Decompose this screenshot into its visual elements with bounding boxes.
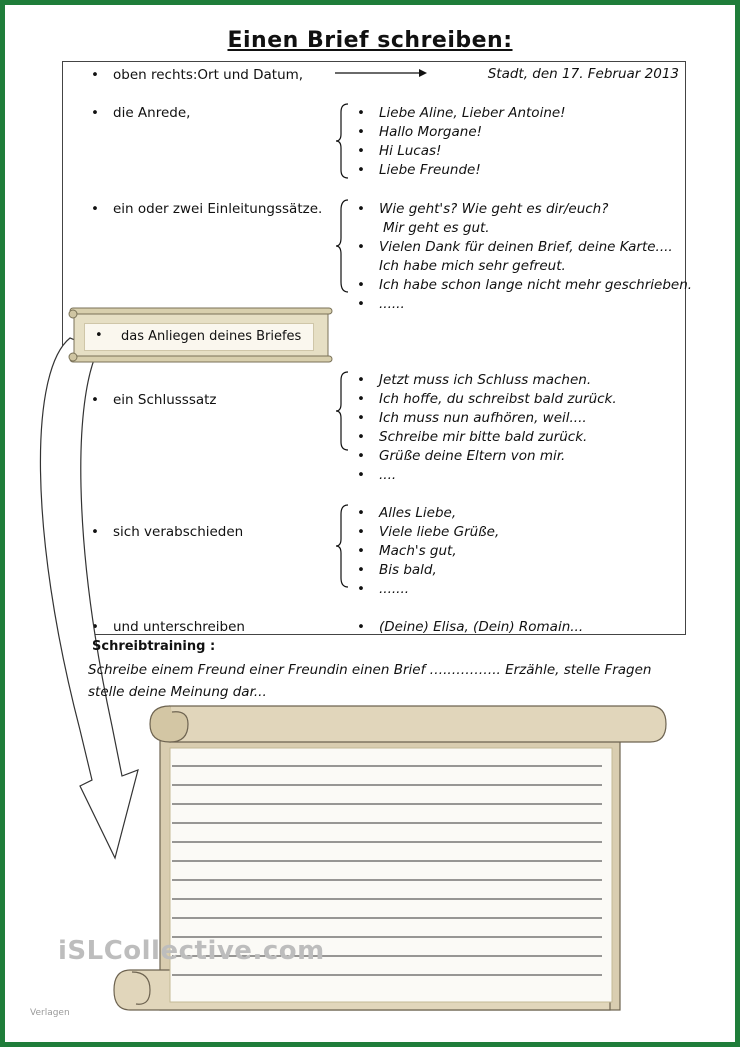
training-instruction: Schreibe einem Freund einer Freundin einen Brief …..……….. Erzähle, stelle Fragen stelle deine Meinung dar...	[88, 662, 652, 700]
closing-example: • Ich muss nun aufhören, weil....	[379, 410, 587, 426]
arrow-right-icon	[335, 66, 427, 80]
closing-example: • ....	[379, 467, 396, 483]
section-concern-label: das Anliegen deines Briefes	[121, 329, 302, 344]
farewell-example: • Alles Liebe,	[379, 505, 456, 521]
training-heading: Schreibtraining :	[92, 639, 216, 654]
closing-example: • Ich hoffe, du schreibst bald zurück.	[379, 391, 617, 407]
watermark: iSLCollective.com	[58, 936, 325, 966]
section-date-label: • oben rechts:Ort und Datum,	[113, 67, 303, 83]
writing-scroll	[110, 700, 670, 1020]
intro-example: • ......	[379, 296, 405, 312]
intro-example-continuation: Mir geht es gut.	[383, 220, 490, 236]
footer-text: Verlagen	[30, 1008, 70, 1018]
section-intro-label: • ein oder zwei Einleitungssätze.	[113, 201, 322, 217]
section-signature-label: • und unterschreiben	[113, 619, 245, 635]
greeting-example: • Hallo Morgane!	[379, 124, 482, 140]
closing-example: • Grüße deine Eltern von mir.	[379, 448, 565, 464]
page-title: Einen Brief schreiben:	[227, 28, 513, 53]
greeting-example: • Liebe Aline, Lieber Antoine!	[379, 105, 566, 121]
farewell-example: • Viele liebe Grüße,	[379, 524, 499, 540]
brace-icon	[335, 198, 349, 294]
greeting-example: • Hi Lucas!	[379, 143, 441, 159]
section-farewell-label: • sich verabschieden	[113, 524, 243, 540]
farewell-example: • Bis bald,	[379, 562, 437, 578]
bullet: •	[95, 328, 103, 343]
signature-example: • (Deine) Elisa, (Dein) Romain...	[379, 619, 583, 635]
farewell-example: • .......	[379, 581, 409, 597]
greeting-example: • Liebe Freunde!	[379, 162, 481, 178]
intro-example: • Wie geht's? Wie geht es dir/euch?	[379, 201, 608, 217]
section-greeting-label: • die Anrede,	[113, 105, 190, 121]
farewell-example: • Mach's gut,	[379, 543, 457, 559]
date-example: Stadt, den 17. Februar 2013	[487, 66, 679, 82]
intro-example: • Ich habe schon lange nicht mehr geschrieben.	[379, 277, 692, 293]
closing-example: • Jetzt muss ich Schluss machen.	[379, 372, 591, 388]
intro-example: • Vielen Dank für deinen Brief, deine Karte....	[379, 239, 673, 255]
brace-icon	[335, 370, 349, 452]
section-closing-sentence-label: • ein Schlusssatz	[113, 392, 217, 408]
topic-banner-panel	[84, 323, 314, 351]
closing-example: • Schreibe mir bitte bald zurück.	[379, 429, 587, 445]
brace-icon	[335, 503, 349, 589]
brace-icon	[335, 102, 349, 180]
intro-example-continuation: Ich habe mich sehr gefreut.	[379, 258, 566, 274]
topic-banner	[66, 306, 336, 364]
